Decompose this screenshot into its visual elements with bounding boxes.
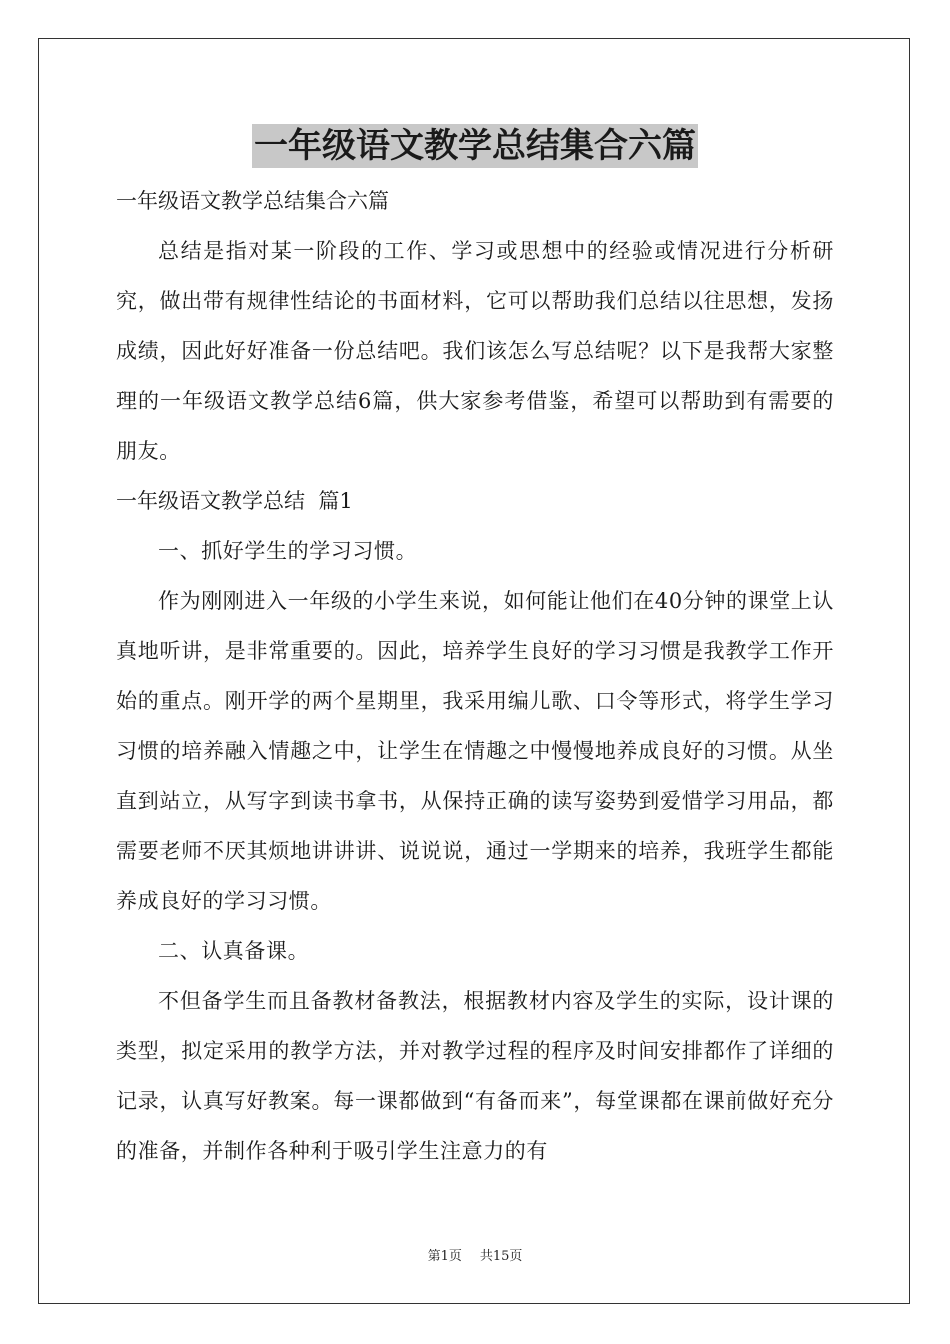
document-body <box>116 176 834 1176</box>
document-title <box>0 124 950 168</box>
page-number: 第1页 <box>427 1249 462 1264</box>
page-total: 共15页 <box>479 1249 523 1264</box>
point-body-1: 作为刚刚进入一年级的小学生来说，如何能让他们在40分钟的课堂上认真地听讲，是非常重要的。因此，培养学生良好的学习习惯是我教学工作开始的重点。刚开学的两个星期里，我采用编儿歌、口令等形式，将学生学习习惯的培养融入情趣之中，让学生在情趣之中慢慢地养成良好的习惯。从坐直到站立，从写字到读书拿书，从保持正确的读写姿势到爱惜学习用品，都需要老师不厌其烦地讲讲讲、说说说，通过一学期来的培养，我班学生都能养成良好的学习习惯。 <box>116 589 834 913</box>
intro-paragraph: 总结是指对某一阶段的工作、学习或思想中的经验或情况进行分析研究，做出带有规律性结论的书面材料，它可以帮助我们总结以往思想，发扬成绩，因此好好准备一份总结吧。我们该怎么写总结呢？以下是我帮大家整理的一年级语文教学总结6篇，供大家参考借鉴，希望可以帮助到有需要的朋友。 <box>116 239 834 463</box>
page-footer <box>0 1245 950 1264</box>
point-heading-1: 一、抓好学生的学习习惯。 <box>158 539 418 563</box>
point-body-2: 不但备学生而且备教材备教法，根据教材内容及学生的实际，设计课的类型，拟定采用的教学方法，并对教学过程的程序及时间安排都作了详细的记录，认真写好教案。每一课都做到“有备而来”，每堂课都在课前做好充分的准备，并制作各种利于吸引学生注意力的有 <box>116 989 834 1163</box>
point-heading-2: 二、认真备课。 <box>158 939 310 963</box>
document-subtitle: 一年级语文教学总结集合六篇 <box>116 189 389 213</box>
document-title-text: 一年级语文教学总结集合六篇 <box>254 126 696 166</box>
section-heading-1: 一年级语文教学总结 篇1 <box>116 489 353 513</box>
